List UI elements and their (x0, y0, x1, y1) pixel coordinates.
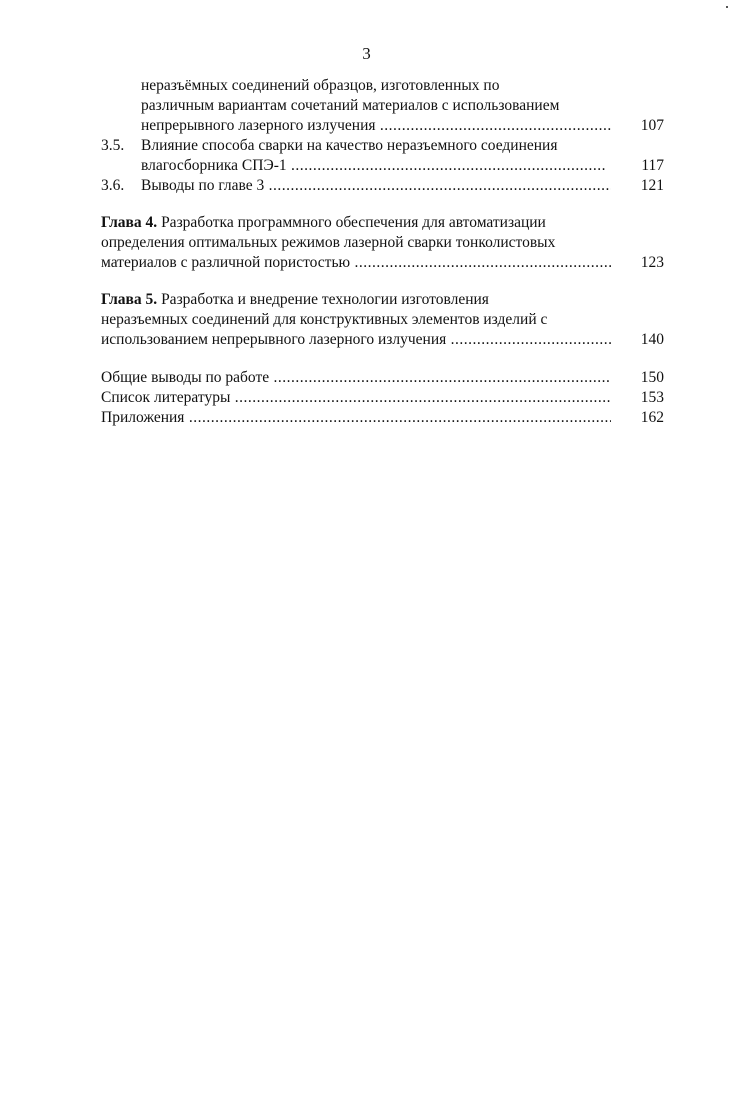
toc-chapter-5-label: Глава 5. (101, 291, 158, 308)
toc-references-title: Список литературы (101, 389, 231, 406)
toc-continuation-line-1: неразъёмных соединений образцов, изготовленных по (141, 77, 500, 94)
page-number: 3 (362, 44, 371, 63)
toc-continuation-page: 107 (640, 117, 664, 134)
toc-section-3-5-page: 117 (641, 157, 664, 174)
toc-section-3-5-line-2-text: влагосборника СПЭ-1 (141, 157, 287, 174)
toc-chapter-5-line-1 (101, 290, 621, 310)
toc-appendices (101, 408, 611, 428)
toc-general-conclusions-page: 150 (640, 369, 664, 386)
toc-appendices-page: 162 (640, 409, 664, 426)
toc-section-3-5-number: 3.5. (101, 137, 125, 154)
toc-continuation-line-3 (141, 116, 611, 136)
toc-section-3-5-line-1: Влияние способа сварки на качество неразъемного соединения (141, 137, 558, 154)
toc-chapter-4-title-line-1: Разработка программного обеспечения для автоматизации (161, 214, 546, 231)
toc-general-conclusions-title: Общие выводы по работе (101, 369, 270, 386)
toc-references-page: 153 (640, 389, 664, 406)
toc-chapter-5-page: 140 (640, 331, 664, 348)
toc-section-3-6-title: Выводы по главе 3 (141, 177, 265, 194)
toc-section-3-6-number: 3.6. (101, 177, 125, 194)
toc-chapter-4-line-1 (101, 213, 621, 233)
toc-chapter-5-line-3 (101, 330, 611, 350)
toc-appendices-title: Приложения (101, 409, 185, 426)
toc-section-3-6-page: 121 (640, 177, 664, 194)
toc-continuation-line-3-text: непрерывного лазерного излучения (141, 117, 376, 134)
toc-chapter-4-line-2: определения оптимальных режимов лазерной сварки тонколистовых (101, 234, 556, 251)
toc-chapter-5-line-2: неразъемных соединений для конструктивных элементов изделий с (101, 311, 548, 328)
toc-chapter-4-page: 123 (640, 254, 664, 271)
scan-mark (726, 6, 728, 8)
toc-general-conclusions (101, 368, 611, 388)
toc-chapter-5-title-line-1: Разработка и внедрение технологии изготовления (161, 291, 489, 308)
toc-section-3-6-line (141, 176, 611, 196)
toc-section-3-5-line-2 (141, 156, 607, 176)
toc-references (101, 388, 611, 408)
toc-continuation-line-2: различным вариантам сочетаний материалов с использованием (141, 97, 560, 114)
toc-chapter-4-title-line-3: материалов с различной пористостью (101, 254, 351, 271)
toc-chapter-4-label: Глава 4. (101, 214, 158, 231)
toc-chapter-4-line-3 (101, 253, 611, 273)
toc-chapter-5-title-line-3: использованием непрерывного лазерного излучения (101, 331, 447, 348)
